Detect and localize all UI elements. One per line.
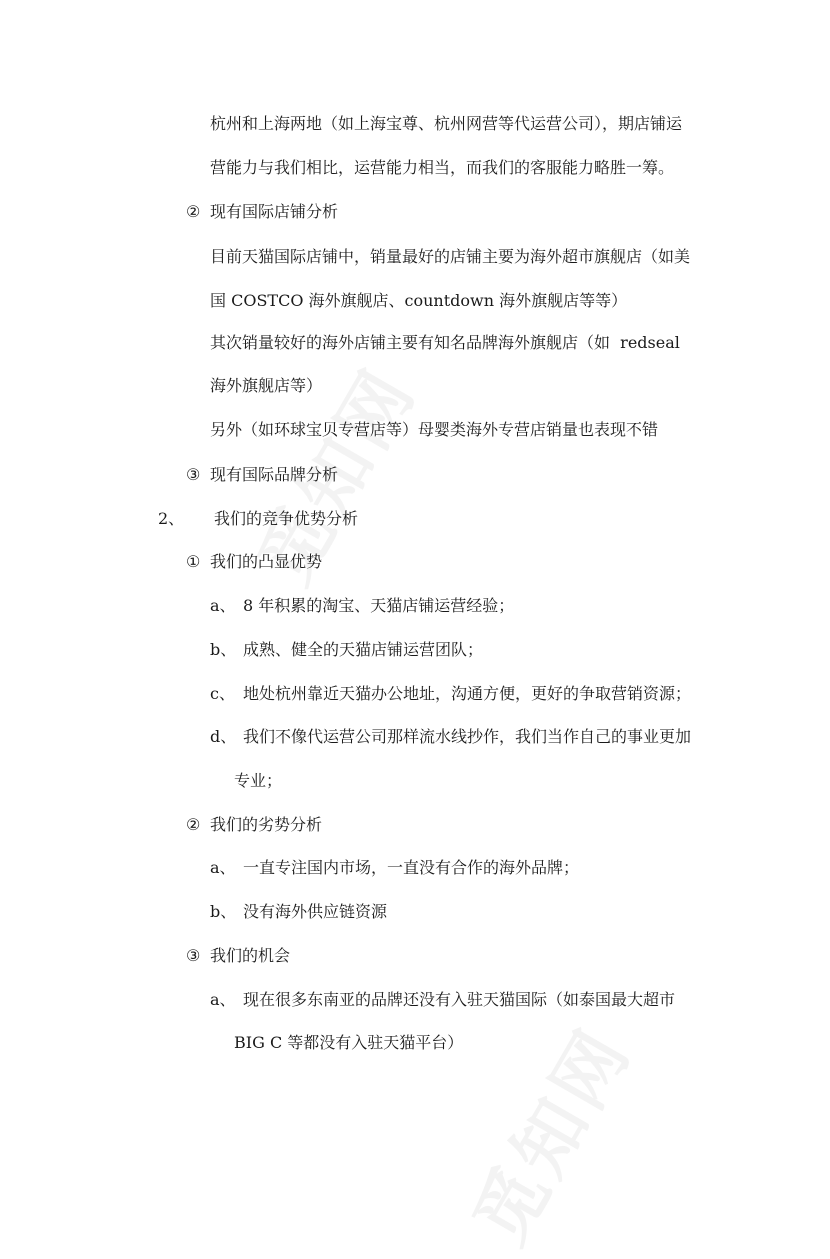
list-marker: ③ xyxy=(186,465,201,484)
list-item xyxy=(210,902,387,922)
list-item-text: 成熟、健全的天猫店铺运营团队； xyxy=(243,640,484,659)
section-heading-text: 我们的竞争优势分析 xyxy=(214,509,359,528)
list-item-continuation: BIG C 等都没有入驻天猫平台） xyxy=(234,1033,464,1052)
paragraph-line: 其次销量较好的海外店铺主要有知名品牌海外旗舰店（如 redseal xyxy=(210,333,680,352)
list-marker: b、 xyxy=(210,640,237,659)
list-item-text: 一直专注国内市场，一直没有合作的海外品牌； xyxy=(243,858,580,877)
list-item xyxy=(210,596,514,616)
list-marker: b、 xyxy=(210,902,237,921)
paragraph-line: 另外（如环球宝贝专营店等）母婴类海外专营店销量也表现不错 xyxy=(210,420,659,439)
list-item-text: 我们的凸显优势 xyxy=(210,552,323,571)
list-marker: c、 xyxy=(210,684,235,703)
paragraph-line: 杭州和上海两地（如上海宝尊、杭州网营等代运营公司），期店铺运 xyxy=(210,114,683,133)
list-item xyxy=(210,727,691,747)
paragraph-line: 目前天猫国际店铺中，销量最好的店铺主要为海外超市旗舰店（如美 xyxy=(210,247,691,266)
list-marker: ② xyxy=(186,815,201,834)
list-item xyxy=(186,552,322,572)
list-marker: d、 xyxy=(210,727,237,746)
list-item xyxy=(210,990,675,1010)
watermark xyxy=(443,1005,650,1259)
list-marker: ① xyxy=(186,552,201,571)
list-item xyxy=(210,640,483,660)
list-item xyxy=(210,858,579,878)
list-item xyxy=(186,202,338,222)
list-item xyxy=(186,815,322,835)
list-item-text: 没有海外供应链资源 xyxy=(243,902,388,921)
list-item xyxy=(186,946,290,966)
list-item-text: 我们不像代运营公司那样流水线抄作，我们当作自己的事业更加 xyxy=(243,727,692,746)
list-item-text: 现有国际店铺分析 xyxy=(210,202,339,221)
list-item-continuation: 专业； xyxy=(234,771,283,790)
section-number: 2、 xyxy=(158,509,185,528)
paragraph-line: 海外旗舰店等） xyxy=(210,376,323,395)
list-item-text: 地处杭州靠近天猫办公地址，沟通方便，更好的争取营销资源； xyxy=(243,684,692,703)
paragraph-line: 营能力与我们相比，运营能力相当，而我们的客服能力略胜一筹。 xyxy=(210,158,675,177)
list-marker: ② xyxy=(186,202,201,221)
list-marker: a、 xyxy=(210,990,236,1009)
list-marker: ③ xyxy=(186,946,201,965)
list-item-text: 现有国际品牌分析 xyxy=(210,465,339,484)
list-marker: a、 xyxy=(210,858,236,877)
list-item xyxy=(186,465,338,485)
list-marker: a、 xyxy=(210,596,236,615)
list-item-text: 8 年积累的淘宝、天猫店铺运营经验； xyxy=(243,596,515,615)
list-item-text: 现在很多东南亚的品牌还没有入驻天猫国际（如泰国最大超市 xyxy=(243,990,676,1009)
paragraph-line: 国 COSTCO 海外旗舰店、countdown 海外旗舰店等等） xyxy=(210,291,628,310)
list-item-text: 我们的劣势分析 xyxy=(210,815,323,834)
list-item xyxy=(210,684,691,704)
section-heading xyxy=(158,509,358,529)
list-item-text: 我们的机会 xyxy=(210,946,291,965)
